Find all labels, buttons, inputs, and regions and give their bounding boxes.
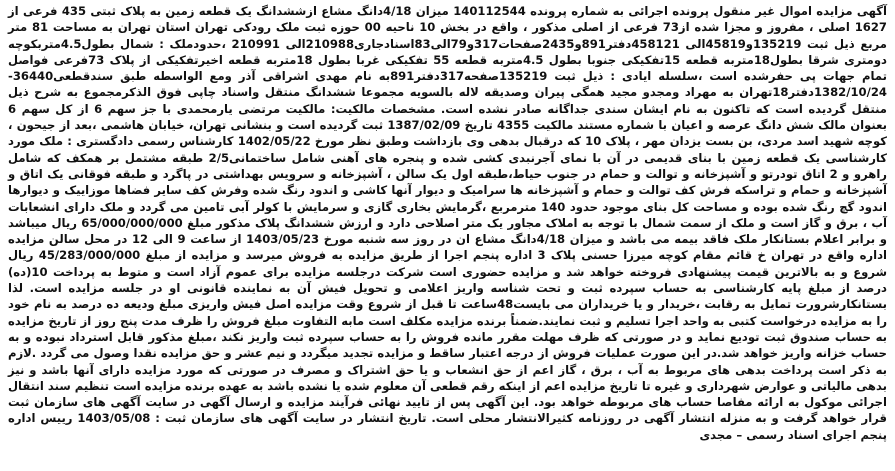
auction-notice — [8, 3, 887, 443]
notice-text: آگهی مزایده اموال غیر منقول پرونده اجرائی به شماره پرونده 140112544 میزان 4/18دانگ مشاع ازششدانگ یک قطعه زمین به پلاک ثبتی 435 فرعی از 1627 اصلی ، مفروز و مجزا شده از73 فرعی از اصلی مذکور ، واقع در بخش 10 ناحیه 00 حوزه ثبت ملک رودکی تهران استان تهران به مساحت 81 متر مربع ذیل ثبت 135219و45819الی 458121دفتر891و2435صفحات317و79الی83اسنادجاری210988الی 210991 ،حدودملک : شمال بطول4.5متربکوچه دومتری شرقا بطول18متربه قطعه 15تفکیکی جنوبا بطول 4.5متربه قطعه 55 تفکیکی غربا بطول 18متربه قطعه اخیرتفکیکی از پلاک 73فرعی فواصل تمام جهات پی حفرشده است ،سلسله ایادی : ذیل ثبت 135219صفحه317دفتر891به نام مهدی اشراقی آذر ومع الواسطه طبق سندقطعی36440-1382/10/24دفتر18تهران به مهراد ومجدو مجید همگی پیران وصدیقه لاله بالسویه مجموعا ششدانگ منتقل واسناد چاپی فوق الذکرمجموع به شرح ذیل منتقل گردیده است که تاکنون به نام ایشان سندی جداگانه صادر نشده است. مشخصات مالکیت: مالکیت مرتضی یارمحمدی با جز سهم 6 از کل سهم 6 بعنوان مالک شش دانگ عرصه و اعیان با شماره مستند مالکیت 4355 تاریخ 1387/02/09 ثبت گردیده است و بنشانی تهران، خیابان هاشمی ،بعد از جیحون ، کوچه شهید اسد مردی، بن بست یزدان مهر ، پلاک 10 که درقبال بدهی وی بازداشت وطبق نظر مورخ 1402/05/22 کارشناس رسمی دادگستری : ملک مورد کارشناسی یک قطعه زمین با بنای قدیمی در آن با نمای آجرنبدی کشی شده و پنجره های آهنی شامل ساختمانی2/5 طبقه مشتمل بر همکف که شامل راهرو و 2 اتاق تودرتو و آشپزخانه و توالت و حمام در جنوب حیاط،طبقه اول یک سالن ، آشپزخانه و سرویس بهداشتی در پاگرد و طبقه فوقانی یک اتاق و آشپزخانه و حمام و تراسکه فرش کف توالت و حمام و آشپزخانه ها سرامیک و دیوار آنها کاشی و اندود رنگ شده وفرش کف سایر فضاها موزاییک و دیوارها اندود گچ رنگ شده بوده و مساحت کل بنای موجود حدود 140 مترمربع ،گرمایش بخاری گازی و سرمایش با کولر آبی تامین می گردد و ملک دارای انشعابات آب ، برق و گاز است و ملک از سمت شمال با توجه به املاک مجاور یک متر اصلاحی دارد و ارزش ششدانگ پلاک مذکور مبلغ 65/000/000/000 ریال میباشد و برابر اعلام بستانکار ملک فاقد بیمه می باشد و میزان 4/18دانگ مشاع ان در روز سه شنبه مورخ 1403/05/23 از ساعت 9 الی 12 در محل سالن مزایده اداره واقع در تهران خ قائم مقام کوچه میرزا حسنی پلاک 3 اداره پنجم اجرا از طریق مزایده به فروش میرسد و مزایده از مبلغ 45/283/000/000 ریال شروع و به بالاترین قیمت پیشنهادی فروخته خواهد شد و مزایده حضوری است شرکت درجلسه مزایده برای عموم آزاد است و متوط به پرداخت 10(ده) درصد از مبلغ پایه کارشناسی به حساب سپرده ثبت و تحت شناسه واریز اعلامی و تحویل فیش آن به نماینده قانونی او در جلسه مزایده است. لذا بستانکارشرورت تمایل به رقابت ،خریدار و یا خریداران می بایست48ساعت تا قبل از شروع وقت مزایده اصل فیش واریزی مبلغ ودیعه ده درصد به نام خود را به مزایده درخواست کتبی به واحد اجرا تسلیم و ثبت نمایند.ضمناً برنده مزایده مکلف است مابه التفاوت مبلغ فروش را ظرف مدت پنج روز از تاریخ مزایده به حساب صندوق ثبت تودیع نماید و در صورتی که ظرف مهلت مقرر مانده فروش را به حساب سپرده ثبت واریز نکند ،مبلغ مذکور قابل استرداد نبوده و به حساب خزانه واریز خواهد شد.در این صورت عملیات فروش از درجه اعتبار ساقط و مزایده تجدید میگردد و نیم عشر و حق مزایده نقدا وصول می گردد .لازم به ذکر است پرداخت بدهی های مربوط به آب ، برق ، گاز اعم از حق انشعاب و یا حق اشتراک و مصرف در صورتی که مورد مزایده دارای آنها باشد و نیز بدهی مالیاتی و عوارض شهرداری و غیره تا تاریخ مزایده اعم از اینکه رقم قطعی آن معلوم شده یا نشده باشد به عهده برنده مزایده است تنظیم سند انتقال اجرائی موکول به ارائه مفاصا حساب های مربوطه خواهد بود. این آگهی پس از تایید نهائی فرآیند مزایده و ارسال آگهی در سایت آگهی های سازمان ثبت قرار خواهد گرفت و به منزله انتشار آگهی در روزنامه کثیرالانتشار محلی است. تاریخ انتشار در سایت آگهی های سازمان ثبت : 1403/05/08 رییس اداره پنجم اجرای اسناد رسمی – مجدی — [8, 4, 888, 442]
